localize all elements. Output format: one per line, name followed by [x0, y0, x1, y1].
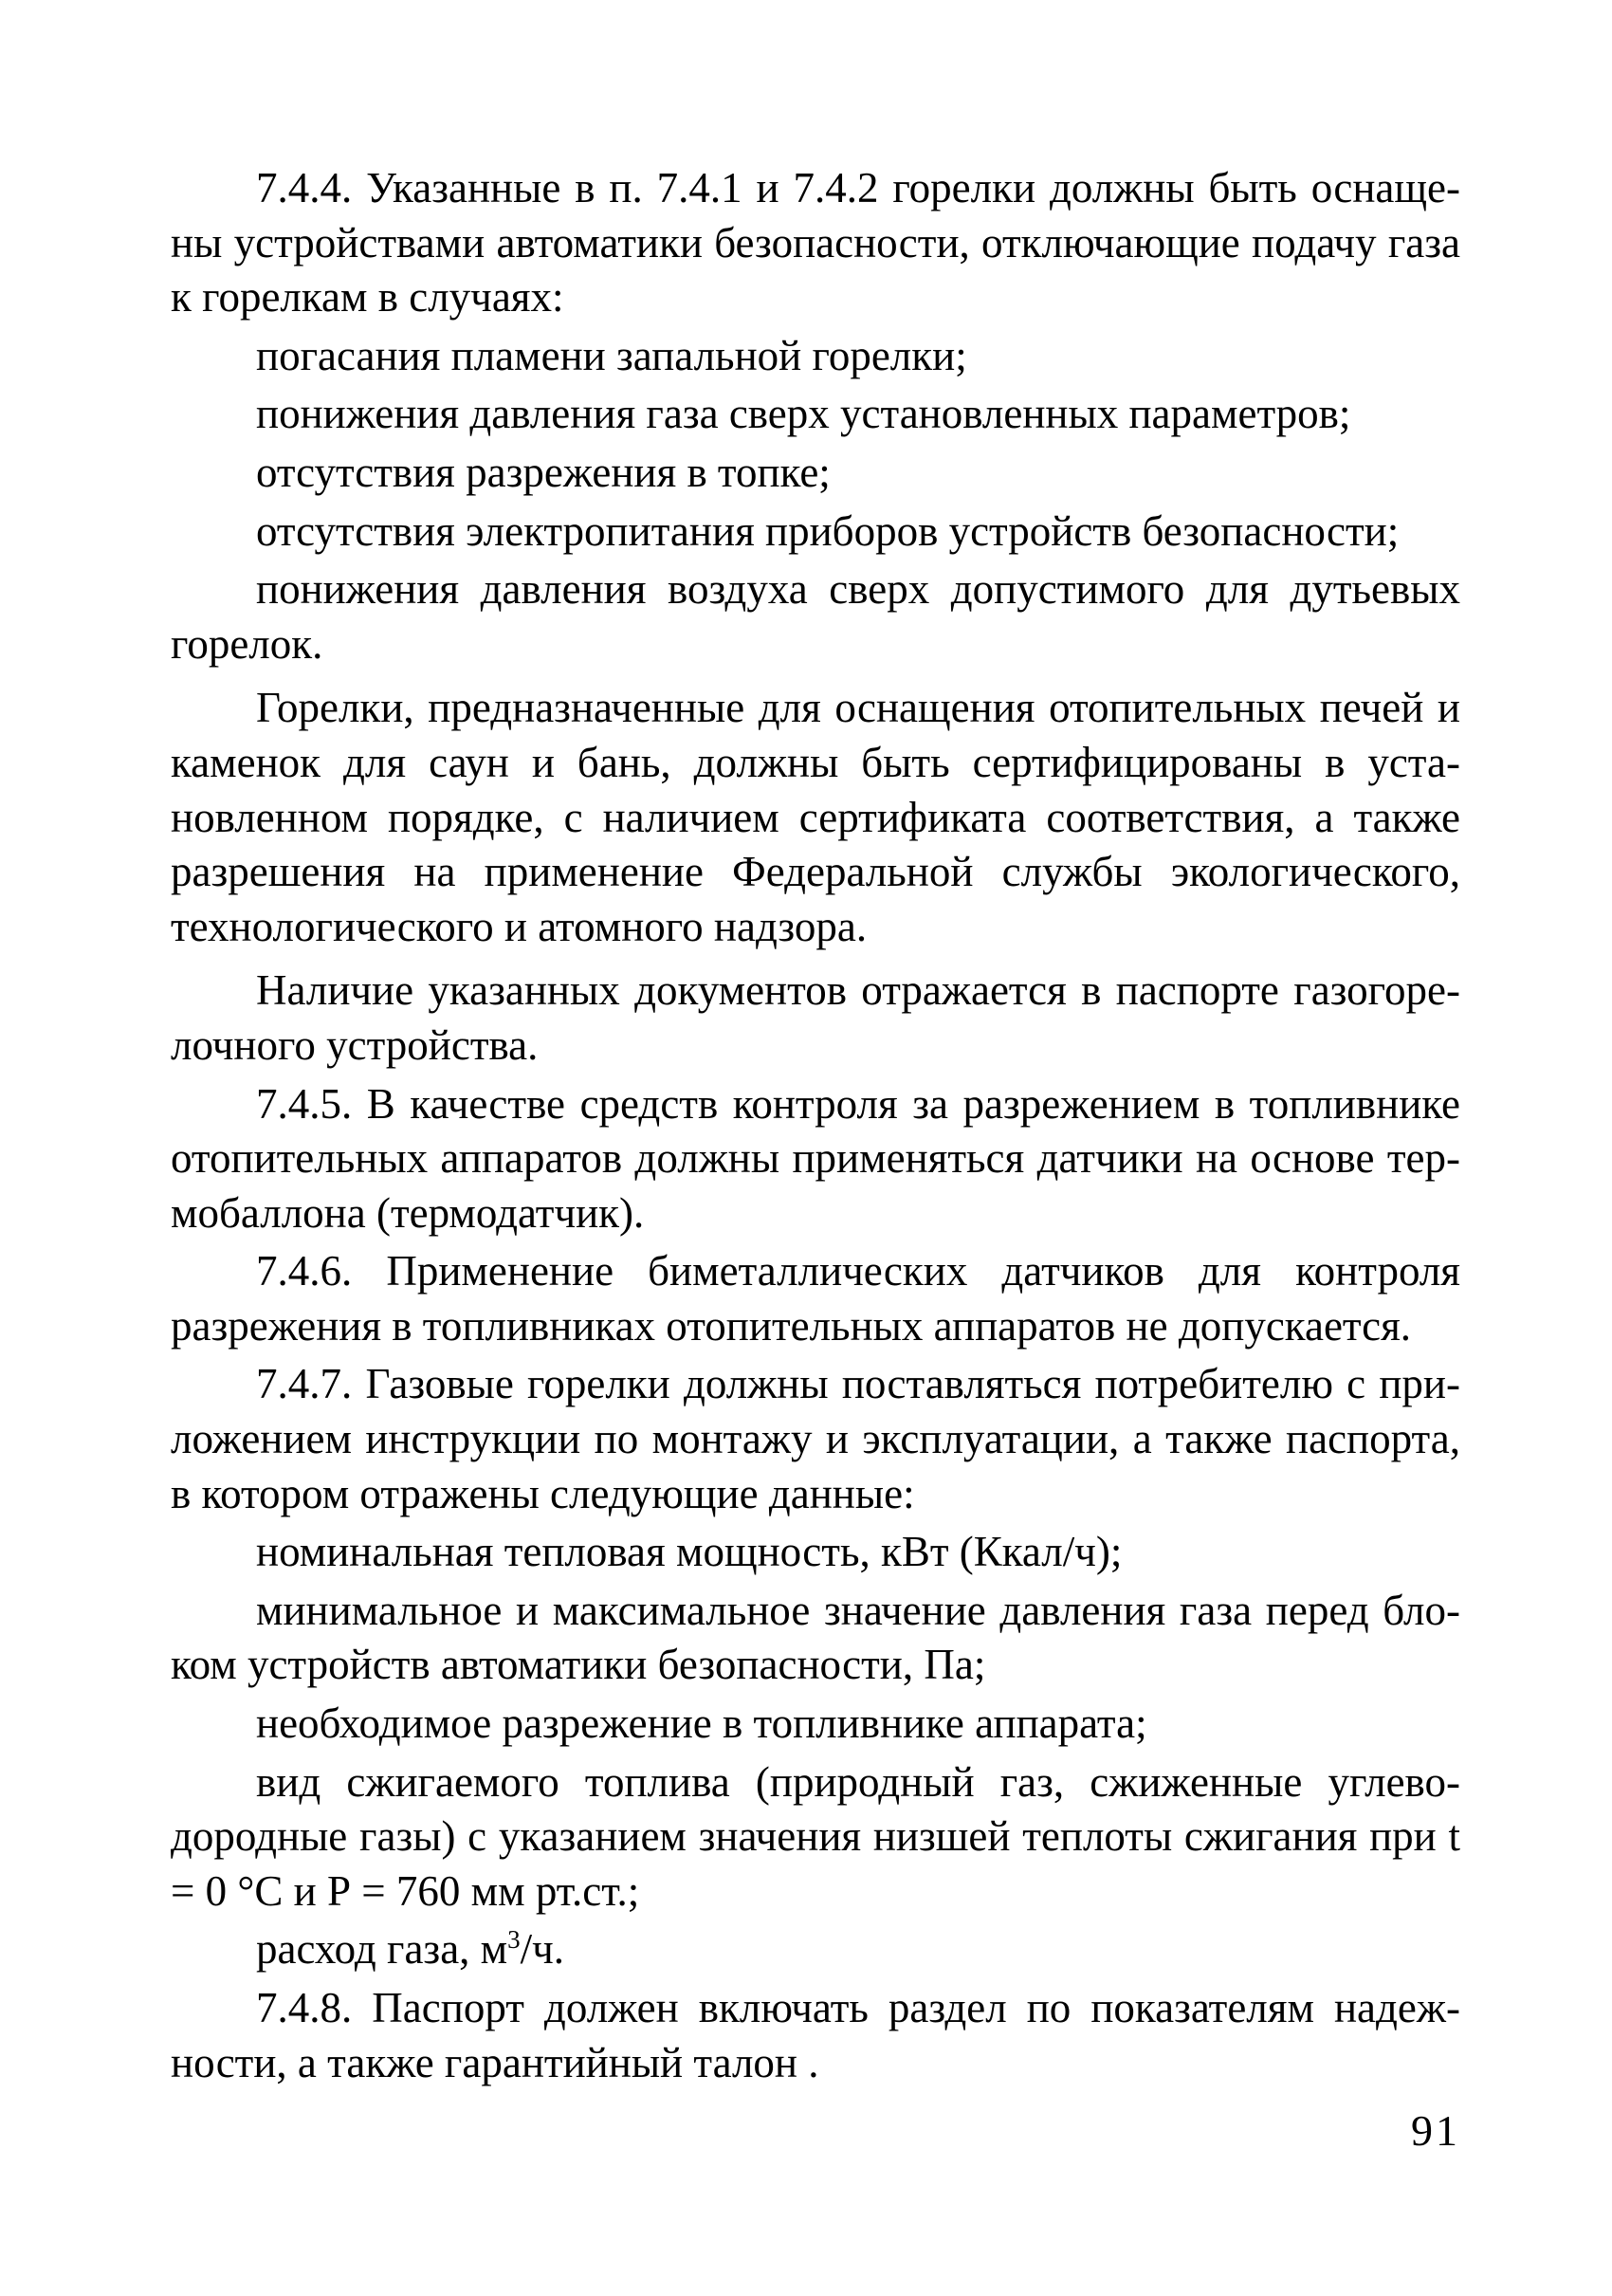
list-item: понижения давления газа сверх установленных параметров;: [256, 390, 1351, 438]
list-item-gas-flow: [171, 1922, 1460, 1977]
gas-flow-text: расход газа, м: [256, 1925, 508, 1974]
list-item: отсутствия разрежения в топке;: [256, 448, 831, 496]
paragraph-7-4-8: 7.4.8. Паспорт должен включать раздел по показателям надежности, а также гарантийный талон .: [171, 1984, 1460, 2086]
gas-flow-unit: /ч.: [520, 1925, 565, 1974]
list-item: погасания пламени запальной горелки;: [256, 331, 967, 379]
paragraph-7-4-5: 7.4.5. В качестве средств контроля за разрежением в топливнике отопительных аппаратов должны применяться датчики на основе термобаллона (термодатчик).: [171, 1079, 1460, 1237]
paragraph-certification: Горелки, предназначенные для оснащения отопительных печей и каменок для саун и бань, должны быть сертифицированы в установленном порядке, с наличием сертификата соответствия, а также разрешения на применение Федеральной службы экологического, технологического и атомного надзора.: [171, 684, 1460, 950]
list-item: отсутствия электропитания приборов устройств безопасности;: [256, 506, 1400, 555]
paragraph-7-4-6: 7.4.6. Применение биметаллических датчиков для контроля разрежения в топливниках отопительных аппаратов не допускается.: [171, 1247, 1460, 1350]
superscript-3: 3: [507, 1925, 521, 1955]
list-item: понижения давления воздуха сверх допустимого для дутьевых горелок.: [171, 565, 1460, 668]
page-number: 91: [1411, 2106, 1460, 2155]
page-body: [171, 161, 1460, 2100]
paragraph-7-4-7: 7.4.7. Газовые горелки должны поставляться потребителю с приложением инструкции по монтажу и эксплуатации, а также паспорта, в котором отражены следующие данные:: [171, 1360, 1460, 1517]
list-item: минимальное и максимальное значение давления газа перед блоком устройств автоматики безопасности, Па;: [171, 1586, 1460, 1689]
list-item: номинальная тепловая мощность, кВт (Ккал/ч);: [256, 1528, 1123, 1576]
list-item: необходимое разрежение в топливнике аппарата;: [256, 1699, 1147, 1748]
list-item: вид сжигаемого топлива (природный газ, сжиженные углеводородные газы) с указанием значения низшей теплоты сжигания при t = 0 °С и Р = 760 мм рт.ст.;: [171, 1757, 1460, 1915]
paragraph-7-4-4: 7.4.4. Указанные в п. 7.4.1 и 7.4.2 горелки должны быть оснащены устройствами автоматики безопасности, отключающие подачу газа к горелкам в случаях:: [171, 164, 1460, 321]
paragraph-documents: Наличие указанных документов отражается в паспорте газогорелочного устройства.: [171, 966, 1460, 1069]
